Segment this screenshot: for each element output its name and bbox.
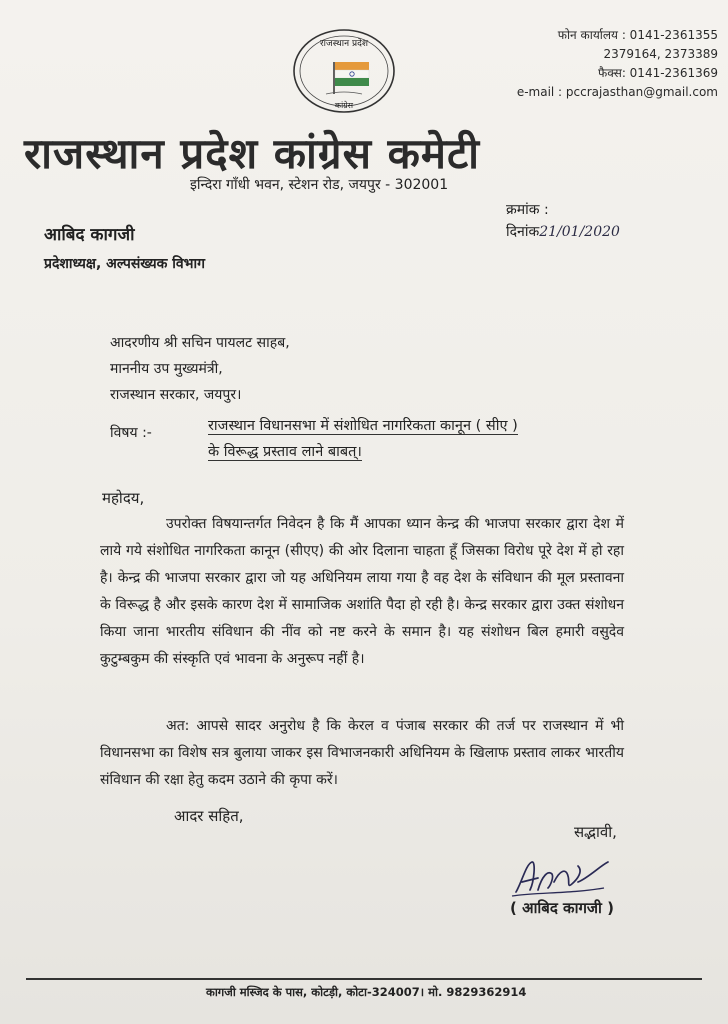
organization-address: इन्दिरा गाँधी भवन, स्टेशन रोड, जयपुर - 302001 <box>190 177 449 193</box>
footer-address: कागजी मस्जिद के पास, कोटड़ी, कोटा-324007। मो. 9829362914 <box>206 985 527 999</box>
subject-line: राजस्थान विधानसभा में संशोधित नागरिकता कानून ( सीए ) <box>208 418 518 434</box>
subject-text <box>208 413 628 465</box>
subject-line: के विरूद्ध प्रस्ताव लाने बाबत्। <box>208 444 362 460</box>
salutation: महोदय, <box>102 489 145 507</box>
addressee-line: राजस्थान सरकार, जयपुर। <box>110 387 242 403</box>
body-paragraph: अत: आपसे सादर अनुरोध है कि केरल व पंजाब सरकार की तर्ज पर राजस्थान में भी विधानसभा का विशेष सत्र बुलाया जाकर इस विभाजनकारी अधिनियम के खिलाफ प्रस्ताव लाकर भारतीय संविधान की रक्षा हेतु कदम उठाने की कृपा करें। <box>100 718 624 788</box>
footer-divider <box>26 978 702 980</box>
subject-label: विषय :- <box>110 425 152 441</box>
sign-off-text: सद्भावी, <box>574 823 617 841</box>
signature-icon <box>508 852 618 900</box>
email-address: e-mail : pccrajasthan@gmail.com <box>516 85 718 99</box>
sender-name: आबिद कागजी <box>44 225 135 245</box>
date-value: 21/01/2020 <box>539 224 620 240</box>
office-phone: फोन कार्यालय : 0141-2361355 <box>557 28 718 42</box>
date-label: दिनांक <box>506 224 540 240</box>
reference-number: क्रमांक : <box>506 202 549 218</box>
letter-date <box>506 222 620 241</box>
sender-role: प्रदेशाध्यक्ष, अल्पसंख्यक विभाग <box>44 256 205 272</box>
fax-number: फैक्स: 0141-2361369 <box>597 66 718 80</box>
contact-details <box>468 26 718 102</box>
addressee-line: माननीय उप मुख्यमंत्री, <box>110 361 223 377</box>
closing-text: आदर सहित, <box>174 807 244 825</box>
addressee-line: आदरणीय श्री सचिन पायलट साहब, <box>110 335 290 351</box>
body-paragraph: उपरोक्त विषयान्तर्गत निवेदन है कि मैं आपका ध्यान केन्द्र की भाजपा सरकार द्वारा देश में लाये गये संशोधित नागरिकता कानून (सीएए) की ओर दिलाना चाहता हूँ जिसका विरोध पूरे देश में हो रहा है। केन्द्र की भाजपा सरकार द्वारा जो यह अधिनियम लाया गया है वह देश के संविधान की मूल प्रस्तावना के विरूद्ध है और इसके कारण देश में सामाजिक अशांति पैदा हो रही है। केन्द्र सरकार द्वारा उक्त संशोधन किया जाना भारतीय संविधान की नींव को नष्ट करने के समान है। यह संशोधन बिल हमारी वसुदेव कुटुम्बकुम की संस्कृति एवं भावना के अनुरूप नहीं है। <box>100 516 624 667</box>
addressee-block <box>110 330 290 408</box>
organization-title: राजस्थान प्रदेश कांग्रेस कमेटी <box>24 129 481 178</box>
signatory-name: ( आबिद कागजी ) <box>510 899 614 917</box>
handwritten-signature <box>508 852 618 900</box>
other-phones: 2379164, 2373389 <box>603 47 718 61</box>
congress-emblem <box>292 28 396 114</box>
emblem-bottom-text: कांग्रेस <box>334 101 354 110</box>
emblem-top-text: राजस्थान प्रदेश <box>320 39 368 49</box>
